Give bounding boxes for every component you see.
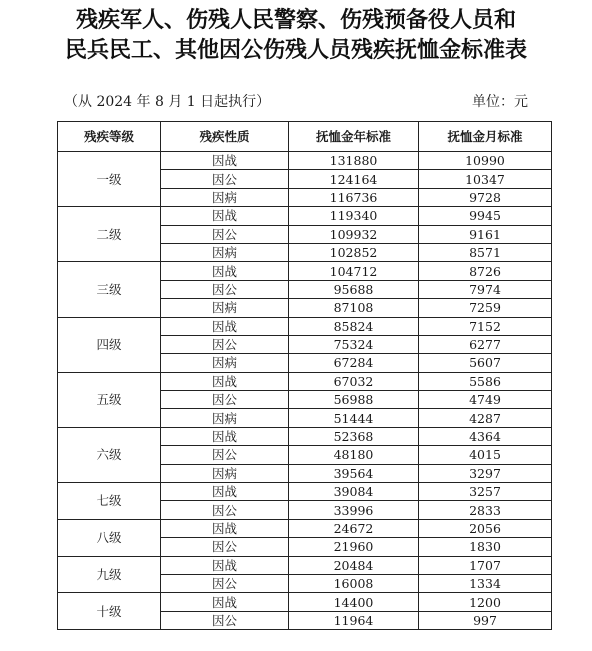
monthly-standard-cell: 5607 <box>419 354 552 372</box>
disability-level-cell: 八级 <box>58 519 161 556</box>
disability-nature-cell: 因公 <box>161 446 289 464</box>
disability-nature-cell: 因病 <box>161 188 289 206</box>
annual-standard-cell: 102852 <box>289 243 419 261</box>
disability-nature-cell: 因公 <box>161 611 289 629</box>
annual-standard-cell: 104712 <box>289 262 419 280</box>
monthly-standard-cell: 3257 <box>419 483 552 501</box>
disability-nature-cell: 因战 <box>161 152 289 170</box>
annual-standard-cell: 75324 <box>289 335 419 353</box>
monthly-standard-cell: 4287 <box>419 409 552 427</box>
disability-nature-cell: 因病 <box>161 464 289 482</box>
annual-standard-cell: 87108 <box>289 299 419 317</box>
monthly-standard-cell: 1707 <box>419 556 552 574</box>
monthly-standard-cell: 5586 <box>419 372 552 390</box>
header-annual-standard: 抚恤金年标准 <box>289 122 419 152</box>
monthly-standard-cell: 4364 <box>419 427 552 445</box>
disability-level-cell: 六级 <box>58 427 161 482</box>
disability-nature-cell: 因战 <box>161 427 289 445</box>
monthly-standard-cell: 2056 <box>419 519 552 537</box>
monthly-standard-cell: 1830 <box>419 538 552 556</box>
annual-standard-cell: 67032 <box>289 372 419 390</box>
disability-nature-cell: 因战 <box>161 317 289 335</box>
annual-standard-cell: 20484 <box>289 556 419 574</box>
annual-standard-cell: 131880 <box>289 152 419 170</box>
disability-level-cell: 五级 <box>58 372 161 427</box>
annual-standard-cell: 119340 <box>289 207 419 225</box>
disability-nature-cell: 因公 <box>161 335 289 353</box>
disability-level-cell: 四级 <box>58 317 161 372</box>
monthly-standard-cell: 1200 <box>419 593 552 611</box>
table-header-row <box>58 122 552 152</box>
document-title-line-1: 残疾军人、伤残人民警察、伤残预备役人员和 <box>75 8 516 33</box>
disability-nature-cell: 因战 <box>161 556 289 574</box>
annual-standard-cell: 11964 <box>289 611 419 629</box>
monthly-standard-cell: 8726 <box>419 262 552 280</box>
monthly-standard-cell: 997 <box>419 611 552 629</box>
annual-standard-cell: 33996 <box>289 501 419 519</box>
monthly-standard-cell: 7974 <box>419 280 552 298</box>
table-row <box>58 207 552 225</box>
unit-note: 单位：元 <box>472 94 528 110</box>
monthly-standard-cell: 7259 <box>419 299 552 317</box>
annual-standard-cell: 21960 <box>289 538 419 556</box>
annual-standard-cell: 124164 <box>289 170 419 188</box>
disability-nature-cell: 因公 <box>161 501 289 519</box>
table-row <box>58 519 552 537</box>
annual-standard-cell: 116736 <box>289 188 419 206</box>
disability-nature-cell: 因病 <box>161 243 289 261</box>
monthly-standard-cell: 1334 <box>419 574 552 592</box>
annual-standard-cell: 67284 <box>289 354 419 372</box>
monthly-standard-cell: 4015 <box>419 446 552 464</box>
table-row <box>58 262 552 280</box>
disability-level-cell: 七级 <box>58 483 161 520</box>
effective-date-note: （从 2024 年 8 月 1 日起执行） <box>64 94 271 110</box>
annual-standard-cell: 39084 <box>289 483 419 501</box>
annual-standard-cell: 24672 <box>289 519 419 537</box>
disability-nature-cell: 因战 <box>161 593 289 611</box>
monthly-standard-cell: 10990 <box>419 152 552 170</box>
monthly-standard-cell: 10347 <box>419 170 552 188</box>
table-row <box>58 483 552 501</box>
annual-standard-cell: 95688 <box>289 280 419 298</box>
pension-standard-table <box>57 121 552 630</box>
header-monthly-standard: 抚恤金月标准 <box>419 122 552 152</box>
disability-nature-cell: 因公 <box>161 280 289 298</box>
annual-standard-cell: 109932 <box>289 225 419 243</box>
disability-nature-cell: 因病 <box>161 299 289 317</box>
document-title-line-2: 民兵民工、其他因公伤残人员残疾抚恤金标准表 <box>64 38 527 63</box>
annual-standard-cell: 39564 <box>289 464 419 482</box>
monthly-standard-cell: 4749 <box>419 391 552 409</box>
disability-nature-cell: 因战 <box>161 262 289 280</box>
disability-nature-cell: 因战 <box>161 483 289 501</box>
monthly-standard-cell: 9728 <box>419 188 552 206</box>
header-disability-level: 残疾等级 <box>58 122 161 152</box>
table-row <box>58 317 552 335</box>
annual-standard-cell: 51444 <box>289 409 419 427</box>
annual-standard-cell: 14400 <box>289 593 419 611</box>
disability-level-cell: 十级 <box>58 593 161 630</box>
disability-nature-cell: 因公 <box>161 170 289 188</box>
disability-nature-cell: 因公 <box>161 574 289 592</box>
annual-standard-cell: 52368 <box>289 427 419 445</box>
disability-level-cell: 九级 <box>58 556 161 593</box>
monthly-standard-cell: 3297 <box>419 464 552 482</box>
header-disability-nature: 残疾性质 <box>161 122 289 152</box>
disability-level-cell: 一级 <box>58 152 161 207</box>
disability-nature-cell: 因公 <box>161 538 289 556</box>
disability-nature-cell: 因公 <box>161 391 289 409</box>
monthly-standard-cell: 2833 <box>419 501 552 519</box>
disability-level-cell: 二级 <box>58 207 161 262</box>
monthly-standard-cell: 6277 <box>419 335 552 353</box>
annual-standard-cell: 85824 <box>289 317 419 335</box>
disability-nature-cell: 因病 <box>161 409 289 427</box>
disability-nature-cell: 因战 <box>161 207 289 225</box>
annual-standard-cell: 16008 <box>289 574 419 592</box>
disability-nature-cell: 因病 <box>161 354 289 372</box>
monthly-standard-cell: 9945 <box>419 207 552 225</box>
table-row <box>58 427 552 445</box>
monthly-standard-cell: 8571 <box>419 243 552 261</box>
table-row <box>58 372 552 390</box>
disability-nature-cell: 因战 <box>161 519 289 537</box>
disability-level-cell: 三级 <box>58 262 161 317</box>
disability-nature-cell: 因公 <box>161 225 289 243</box>
table-row <box>58 152 552 170</box>
monthly-standard-cell: 9161 <box>419 225 552 243</box>
table-row <box>58 593 552 611</box>
monthly-standard-cell: 7152 <box>419 317 552 335</box>
annual-standard-cell: 56988 <box>289 391 419 409</box>
table-body <box>58 152 552 630</box>
disability-nature-cell: 因战 <box>161 372 289 390</box>
table-row <box>58 556 552 574</box>
annual-standard-cell: 48180 <box>289 446 419 464</box>
